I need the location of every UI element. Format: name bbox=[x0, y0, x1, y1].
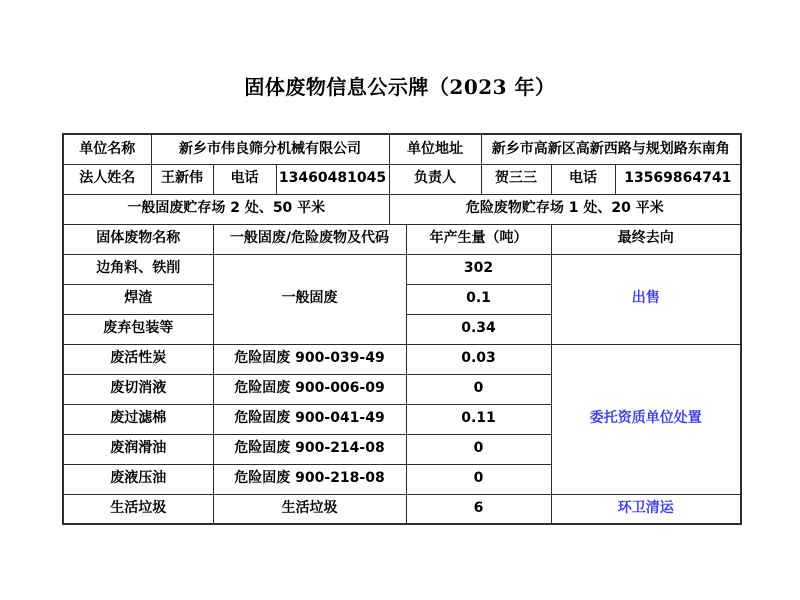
waste-name: 废弃包装等 bbox=[63, 314, 213, 344]
waste-qty: 0.11 bbox=[406, 404, 551, 434]
phone1-value: 13460481045 bbox=[276, 164, 389, 194]
waste-qty: 302 bbox=[406, 254, 551, 284]
phone1-label: 电话 bbox=[213, 164, 276, 194]
waste-name: 废切消液 bbox=[63, 374, 213, 404]
waste-name: 废润滑油 bbox=[63, 434, 213, 464]
table-row bbox=[63, 344, 741, 374]
waste-qty: 0 bbox=[406, 464, 551, 494]
waste-code: 危险固废 900-218-08 bbox=[213, 464, 406, 494]
waste-qty: 0 bbox=[406, 434, 551, 464]
hazardous-storage-cell: 危险废物贮存场 1 处、20 平米 bbox=[389, 194, 741, 224]
waste-name: 生活垃圾 bbox=[63, 494, 213, 524]
general-storage-cell: 一般固废贮存场 2 处、50 平米 bbox=[63, 194, 389, 224]
waste-code: 危险固废 900-006-09 bbox=[213, 374, 406, 404]
phone2-value: 13569864741 bbox=[615, 164, 741, 194]
general-destination-cell: 出售 bbox=[551, 254, 741, 344]
waste-code: 危险固废 900-041-49 bbox=[213, 404, 406, 434]
waste-code: 危险固废 900-214-08 bbox=[213, 434, 406, 464]
unit-name-label: 单位名称 bbox=[63, 134, 151, 164]
table-row bbox=[63, 494, 741, 524]
header-annual-qty: 年产生量（吨） bbox=[406, 224, 551, 254]
waste-name: 边角料、铁削 bbox=[63, 254, 213, 284]
header-destination: 最终去向 bbox=[551, 224, 741, 254]
waste-qty: 0.1 bbox=[406, 284, 551, 314]
waste-qty: 0.03 bbox=[406, 344, 551, 374]
table-row-unit bbox=[63, 134, 741, 164]
waste-qty: 6 bbox=[406, 494, 551, 524]
page-title: 固体废物信息公示牌（2023 年） bbox=[244, 75, 556, 99]
legal-person-value: 王新伟 bbox=[151, 164, 213, 194]
manager-label: 负责人 bbox=[389, 164, 481, 194]
table-header-row bbox=[63, 224, 741, 254]
waste-name: 废液压油 bbox=[63, 464, 213, 494]
table-row-contacts bbox=[63, 164, 741, 194]
phone2-label: 电话 bbox=[551, 164, 615, 194]
unit-address-label: 单位地址 bbox=[389, 134, 481, 164]
table-row bbox=[63, 254, 741, 284]
manager-value: 贺三三 bbox=[481, 164, 551, 194]
hazardous-destination-cell: 委托资质单位处置 bbox=[551, 344, 741, 494]
waste-notice-table bbox=[62, 133, 742, 525]
waste-name: 焊渣 bbox=[63, 284, 213, 314]
unit-name-value: 新乡市伟良筛分机械有限公司 bbox=[151, 134, 389, 164]
waste-qty: 0.34 bbox=[406, 314, 551, 344]
waste-name: 废过滤棉 bbox=[63, 404, 213, 434]
unit-address-value: 新乡市高新区高新西路与规划路东南角 bbox=[481, 134, 741, 164]
waste-code: 危险固废 900-039-49 bbox=[213, 344, 406, 374]
header-waste-name: 固体废物名称 bbox=[63, 224, 213, 254]
general-category-cell: 一般固废 bbox=[213, 254, 406, 344]
table-row-storage bbox=[63, 194, 741, 224]
header-waste-code: 一般固废/危险废物及代码 bbox=[213, 224, 406, 254]
legal-person-label: 法人姓名 bbox=[63, 164, 151, 194]
waste-code: 生活垃圾 bbox=[213, 494, 406, 524]
waste-name: 废活性炭 bbox=[63, 344, 213, 374]
domestic-destination-cell: 环卫清运 bbox=[551, 494, 741, 524]
waste-qty: 0 bbox=[406, 374, 551, 404]
